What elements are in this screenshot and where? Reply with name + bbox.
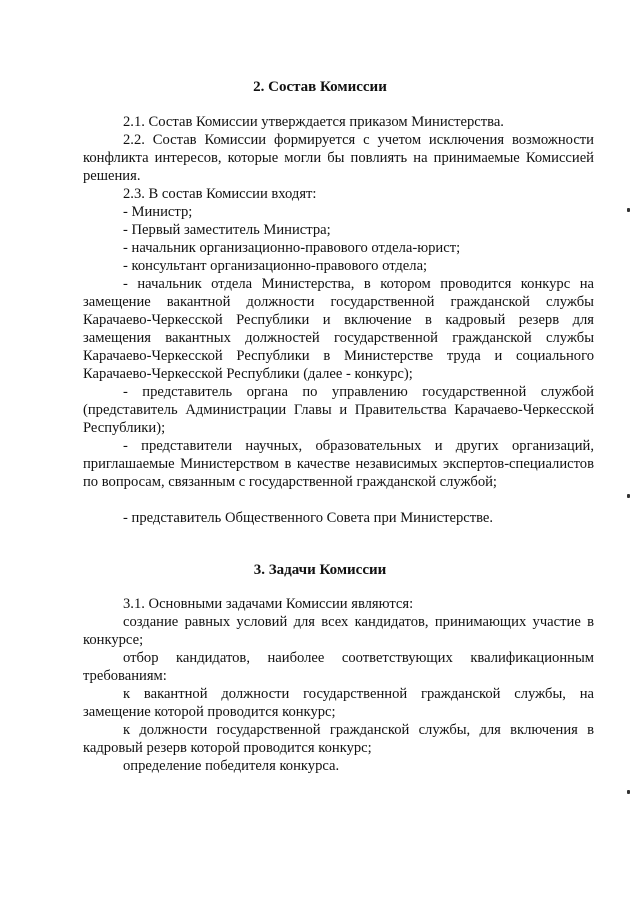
- scan-speck: [627, 208, 630, 212]
- scan-speck: [627, 494, 630, 498]
- task-item: отбор кандидатов, наиболее соответствующих квалификационным требованиям:: [83, 650, 594, 684]
- task-item: к вакантной должности государственной гражданской службы, на замещение которой проводится конкурс;: [83, 686, 594, 720]
- composition-item: - представитель Общественного Совета при Министерстве.: [123, 510, 494, 526]
- composition-item: - Первый заместитель Министра;: [123, 222, 331, 238]
- task-item: создание равных условий для всех кандидатов, принимающих участие в конкурсе;: [83, 614, 594, 648]
- section-2-heading: 2. Состав Комиссии: [253, 79, 387, 95]
- scan-speck: [627, 790, 630, 794]
- task-item: определение победителя конкурса.: [123, 758, 340, 774]
- paragraph-2-2: 2.2. Состав Комиссии формируется с учетом исключения возможности конфликта интересов, которые могли бы повлиять на принимаемые Комиссией решения.: [83, 132, 594, 184]
- section-3-heading: 3. Задачи Комиссии: [253, 562, 387, 578]
- composition-item: - консультант организационно-правового отдела;: [123, 258, 428, 274]
- paragraph-2-1: 2.1. Состав Комиссии утверждается приказом Министерства.: [123, 114, 504, 130]
- composition-item: - представитель органа по управлению государственной службой (представитель Администрации Главы и Правительства Карачаево-Черкесской Республики);: [83, 384, 594, 436]
- paragraph-3-1: 3.1. Основными задачами Комиссии являются:: [123, 596, 414, 612]
- task-item: к должности государственной гражданской службы, для включения в кадровый резерв которой проводится конкурс;: [83, 722, 594, 756]
- composition-item: - начальник организационно-правового отдела-юрист;: [123, 240, 461, 256]
- paragraph-2-3: 2.3. В состав Комиссии входят:: [123, 186, 317, 202]
- composition-item: - начальник отдела Министерства, в котором проводится конкурс на замещение вакантной должности государственной гражданской службы Карачаево-Черкесской Республики и включение в кадровый резерв для замещения вакантных должностей государственной гражданской службы Карачаево-Черкесской Республики в Министерстве труда и социального Карачаево-Черкесской Республики (далее - конкурс);: [83, 276, 594, 382]
- composition-item: - Министр;: [123, 204, 193, 220]
- composition-item: - представители научных, образовательных и других организаций, приглашаемые Министерством в качестве независимых экспертов-специалистов по вопросам, связанным с государственной гражданской службой;: [83, 438, 594, 490]
